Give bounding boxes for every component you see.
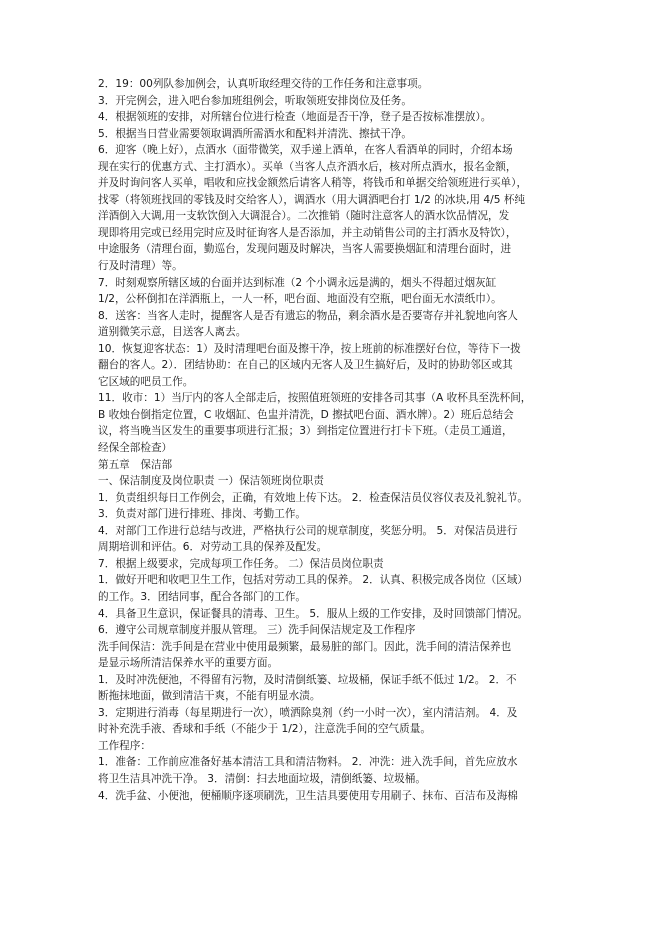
text-line: 找零（将领班找回的零钱及时交给客人），调酒水（用大调酒吧台打 1/2 的冰块,用 4/5 杯纯	[98, 193, 526, 206]
text-line: 洋酒倒入大调,用一支软饮倒入大调混合）。二次推销（随时注意客人的酒水饮品情况，发	[98, 210, 510, 223]
text-line: 工作程序：	[98, 739, 151, 752]
text-line: 道别微笑示意，目送客人离去。	[98, 326, 247, 339]
text-line: 6．迎客（晚上好），点酒水（面带微笑，双手递上酒单，在客人看酒单的同时，介绍本场	[98, 144, 513, 157]
text-line: 将卫生洁具冲洗干净。 3．清倒：扫去地面垃圾，清倒纸篓、垃圾桶。	[98, 772, 426, 785]
text-line: 3．负责对部门进行排班、排岗、考勤工作。	[98, 508, 307, 521]
text-line: 它区域的吧员工作。	[98, 375, 194, 388]
text-line: 中途服务（清理台面，勤巡台，发现问题及时解决，当客人需要换烟缸和清理台面时，进	[98, 243, 512, 256]
text-line: 5．根据当日营业需要领取调酒所需酒水和配料并清洗、擦拭干净。	[98, 127, 412, 140]
text-line: 1．做好开吧和收吧卫生工作，包括对劳动工具的保养。 2．认真、积极完成各岗位（区域）	[98, 574, 529, 587]
text-line: 时补充洗手液、香球和手纸（不能少于 1/2），注意洗手间的空气质量。	[98, 723, 431, 736]
text-line: 第五章 保洁部	[98, 458, 173, 471]
text-line: 2．19：00列队参加例会，认真听取经理交待的工作任务和注意事项。	[98, 78, 429, 90]
text-line: 议，将当晚当区发生的重要事项进行汇报；3）到指定位置进行打卡下班。（走员工通道，	[98, 425, 513, 438]
text-line: 的工作。3．团结同事，配合各部门的工作。	[98, 590, 307, 603]
text-line: 7．根据上级要求，完成每项工作任务。 二）保洁员岗位职责	[98, 557, 384, 570]
text-line: 1．及时冲洗便池，不得留有污物，及时清倒纸篓、垃圾桶，保证手纸不低过 1/2。 2．不	[98, 673, 517, 686]
text-line: 4．洗手盆、小便池，便桶顺序逐项刷洗，卫生洁具要使用专用刷子、抹布、百洁布及海棉	[98, 789, 518, 802]
text-line: 6．遵守公司规章制度并服从管理。 三）洗手间保洁规定及工作程序	[98, 624, 416, 637]
text-line: 8．送客：当客人走时，提醒客人是否有遗忘的物品，剩余酒水是否要寄存并礼貌地向客人	[98, 309, 518, 322]
text-line: 10．恢复迎客状态：1）及时清理吧台面及擦干净，按上班前的标准摆好台位，等待下一拨	[98, 342, 521, 355]
text-line: 行及时清理）等。	[98, 260, 183, 273]
text-line: 经保全部检查）	[98, 442, 173, 455]
text-line: 1．准备：工作前应准备好基本清洁工具和清洁物料。 2．冲洗：进入洗手间，首先应放水	[98, 756, 518, 769]
text-line: 1．负责组织每日工作例会，正确，有效地上传下达。 2．检查保洁员仪容仪表及礼貌礼节。	[98, 491, 529, 504]
text-line: 11．收市：1）当厅内的客人全部走后，按照值班领班的安排各司其事（A 收杯具至洗杯间，	[98, 392, 532, 405]
text-line: 3．定期进行消毒（每星期进行一次），喷洒除臭剂（约一小时一次），室内清洁剂。 4．及	[98, 706, 518, 719]
text-line: 洗手间保洁：洗手间是在营业中使用最频繁，最易脏的部门。因此，洗手间的清洁保养也	[98, 640, 512, 653]
text-line: 一、保洁制度及岗位职责 一）保洁领班岗位职责	[98, 475, 324, 488]
text-line: B 收烛台倒指定位置，C 收烟缸、色盅并清洗，D 擦拭吧台面、酒水牌）。2）班后总结会	[98, 408, 514, 421]
text-line: 现在实行的优惠方式、主打酒水）。买单（当客人点齐酒水后，核对所点酒水，报名金额，	[98, 160, 517, 173]
text-line: 断拖抹地面，做到清洁干爽，不能有明显水渍。	[98, 690, 321, 703]
text-line: 4．对部门工作进行总结与改进，严格执行公司的规章制度，奖惩分明。 5．对保洁员进行	[98, 524, 518, 537]
text-line: 并及时询问客人买单，唱收和应找金额然后请客人稍等，将钱币和单据交给领班进行买单），	[98, 177, 528, 190]
text-line: 4．根据领班的安排，对所辖台位进行检查（地面是否干净，登子是否按标准摆放）。	[98, 111, 492, 124]
text-line: 是显示场所清洁保养水平的重要方面。	[98, 657, 279, 670]
text-line: 周期培训和评估。6．对劳动工具的保养及配发。	[98, 541, 328, 554]
text-line: 3．开完例会，进入吧台参加班组例会，听取领班安排岗位及任务。	[98, 94, 412, 107]
text-line: 翻台的客人。2）．团结协助：在自己的区域内无客人及卫生搞好后，及时的协助邻区或其	[98, 359, 513, 372]
text-line: 现即将用完或已经用完时应及时征询客人是否添加，并主动销售公司的主打酒水及特饮），	[98, 226, 517, 239]
text-line: 7．时刻观察所辖区域的台面并达到标准（2 个小调永远是满的，烟头不得超过烟灰缸	[98, 276, 497, 289]
text-line: 4．具备卫生意识，保证餐具的清毒、卫生。 5．服从上级的工作安排，及时回馈部门情况。	[98, 607, 529, 620]
text-line: 1/2，公杯倒扣在洋酒瓶上，一人一杯，吧台面、地面没有空瓶，吧台面无水渍纸巾）。	[98, 293, 502, 306]
